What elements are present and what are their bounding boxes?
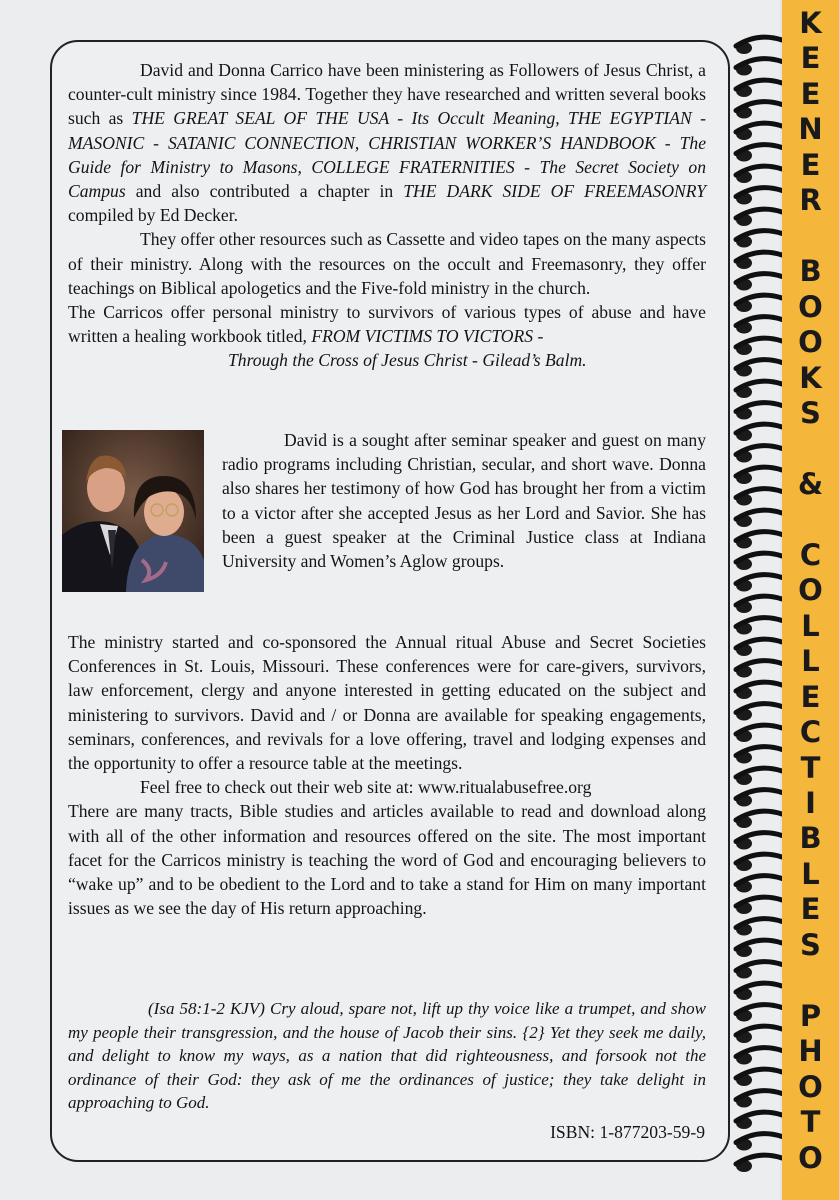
spiral-coil <box>736 80 782 89</box>
spiral-coil <box>736 575 782 584</box>
sidebar-letter: E <box>800 76 821 111</box>
sidebar-letter: O <box>798 1069 823 1104</box>
ministry-section <box>68 630 706 920</box>
spiral-coil <box>736 510 782 519</box>
sidebar-letter: L <box>801 608 820 643</box>
paragraph-workbook: The Carricos offer personal ministry to survivors of various types of abuse and have written a healing workbook titled, FROM VICTIMS TO VICTORS - <box>68 302 706 347</box>
spiral-coil <box>736 338 782 347</box>
paragraph-books: David and Donna Carrico have been ministering as Followers of Jesus Christ, a counter-cult ministry since 1984. Together they have researched and written several books such as THE GREAT SEAL OF THE USA - Its Occult Meaning, THE EGYPTIAN - MASONIC - SATANIC CONNECTION, CHRISTIAN WORKER’S HANDBOOK - The Guide for Ministry to Masons, COLLEGE FRATERNITIES - The Secret Society on Campus and also contributed a chapter in THE DARK SIDE OF FREEMASONRY compiled by Ed Decker. <box>68 60 707 226</box>
spiral-coil <box>736 768 782 777</box>
spiral-coil <box>736 295 782 304</box>
spiral-coil <box>736 446 782 455</box>
spiral-coil <box>736 166 782 175</box>
sidebar-letter: C <box>799 715 822 750</box>
watermark-sidebar <box>782 0 839 1200</box>
spiral-coil <box>736 403 782 412</box>
spiral-coil <box>736 596 782 605</box>
spiral-coil <box>736 747 782 756</box>
author-photo-image <box>62 430 204 592</box>
spiral-coil <box>736 1091 782 1100</box>
spiral-coil <box>736 897 782 906</box>
spiral-coil <box>736 317 782 326</box>
spiral-coil <box>736 854 782 863</box>
sidebar-letter: C <box>799 537 822 572</box>
book-title: THE DARK SIDE OF FREEMASONRY <box>403 181 706 202</box>
spiral-coil <box>736 188 782 197</box>
sidebar-letter: E <box>800 892 821 927</box>
book-title: THE EGYPTIAN - MASONIC - SATANIC CONNECTION, <box>68 108 706 153</box>
spiral-coil <box>736 274 782 283</box>
sidebar-letter: B <box>799 254 822 289</box>
paragraph-resources: They offer other resources such as Cassette and video tapes on the many aspects of their ministry. Along with the resources on the occult and Freemasonry, they offer teachings on Biblical apologetics and the Five-fold ministry in the church. <box>68 229 706 298</box>
spiral-coil <box>736 661 782 670</box>
sidebar-letter: E <box>800 147 821 182</box>
sidebar-letter: O <box>798 325 823 360</box>
sidebar-letter: O <box>798 289 823 324</box>
spiral-coil <box>736 833 782 842</box>
spiral-coil <box>736 489 782 498</box>
sidebar-letter: L <box>801 644 820 679</box>
intro-section <box>68 58 706 373</box>
sidebar-letter: K <box>799 360 822 395</box>
spiral-coil <box>736 725 782 734</box>
spiral-coil <box>736 231 782 240</box>
sidebar-letter: O <box>798 1140 823 1175</box>
spiral-coil <box>736 811 782 820</box>
sidebar-letter: T <box>800 750 821 785</box>
spiral-coil <box>736 639 782 648</box>
spiral-coil <box>736 123 782 132</box>
sidebar-letter: L <box>801 856 820 891</box>
spiral-coil <box>736 360 782 369</box>
sidebar-letter: S <box>800 927 821 962</box>
author-photo <box>62 430 204 592</box>
sidebar-letter: R <box>799 183 822 218</box>
sidebar-letter: I <box>805 786 816 820</box>
spiral-coil <box>736 381 782 390</box>
spiral-coil <box>736 467 782 476</box>
spiral-coil <box>736 962 782 971</box>
spiral-coil <box>736 59 782 68</box>
book-title: CHRISTIAN WORKER’S HANDBOOK - The Guide for Ministry to Masons, <box>68 132 707 177</box>
workbook-subtitle: Through the Cross of Jesus Christ - Gilead’s Balm. <box>228 350 587 371</box>
spiral-coil <box>736 1026 782 1035</box>
scripture-quote: (Isa 58:1-2 KJV) Cry aloud, spare not, lift up thy voice like a trumpet, and show my people their transgression, and the house of Jacob their sins. {2} Yet they seek me daily, and delight to know my ways, as a nation that did righteousness, and forsook not the ordinance of their God: they ask of me the ordinances of justice; they take delight in approaching to God. <box>68 999 706 1113</box>
spiral-coil <box>736 424 782 433</box>
spiral-coil <box>736 145 782 154</box>
spiral-coil <box>736 1005 782 1014</box>
spiral-coil <box>736 1048 782 1057</box>
sidebar-letter: E <box>800 679 821 714</box>
paragraph-conferences: The ministry started and co-sponsored the Annual ritual Abuse and Secret Societies Conferences in St. Louis, Missouri. These conferences were for care-givers, survivors, law enforcement, clergy and anyone interested in getting educated on the subject and ministering to survivors. David and / or Donna are available for speaking engagements, seminars, conferences, and revivals for a love offering, travel and lodging expenses and the opportunity to offer a resource table at the meetings. <box>68 632 706 774</box>
spiral-coil <box>736 102 782 111</box>
spiral-coil <box>736 983 782 992</box>
spiral-coil <box>736 682 782 691</box>
spiral-coil <box>736 553 782 562</box>
spiral-coil <box>736 876 782 885</box>
spiral-coil <box>736 618 782 627</box>
paragraph-website: Feel free to check out their web site at: www.ritualabusefree.org <box>140 777 592 798</box>
book-title: THE GREAT SEAL OF THE USA - Its Occult Meaning, <box>131 108 560 129</box>
book-title: FROM VICTIMS TO VICTORS - <box>311 326 544 347</box>
spiral-coil <box>736 1155 782 1164</box>
spiral-coil <box>736 1112 782 1121</box>
spiral-coil <box>736 252 782 261</box>
spiral-binding <box>728 0 784 1200</box>
spiral-coil <box>736 1134 782 1143</box>
spiral-coil <box>736 37 782 46</box>
paragraph-speaker: David is a sought after seminar speaker and guest on many radio programs including Christian, secular, and short wave. Donna also shares her testimony of how God has brought her from a victim to a victor after she accepted Jesus as her Lord and Savior. She has been a guest speaker at the Criminal Justice class at Indiana University and Women’s Aglow groups. <box>222 430 706 572</box>
sidebar-letter: H <box>798 1034 823 1069</box>
paragraph-resources-site: There are many tracts, Bible studies and articles available to read and download along with all of the other information and resources offered on the site. The most important facet for the Carricos ministry is teaching the word of God and encouraging believers to “wake up” and to be obedient to the Lord and to take a stand for Him on many important issues as we see the day of His return approaching. <box>68 801 706 919</box>
sidebar-letter: P <box>799 998 822 1033</box>
spiral-coil <box>736 1069 782 1078</box>
spiral-coil <box>736 940 782 949</box>
spiral-coil <box>736 704 782 713</box>
sidebar-letter: T <box>800 1105 821 1140</box>
spiral-coil <box>736 919 782 928</box>
sidebar-letter: S <box>800 396 821 430</box>
isbn-number: ISBN: 1-877203-59-9 <box>550 1122 705 1142</box>
sidebar-letter: B <box>799 821 822 856</box>
sidebar-letter: E <box>800 41 821 76</box>
sidebar-letter: & <box>797 466 824 501</box>
sidebar-letter: O <box>798 573 823 608</box>
spiral-coil <box>736 790 782 799</box>
sidebar-letter: K <box>799 6 822 40</box>
spiral-coil <box>736 532 782 541</box>
book-title: COLLEGE FRATERNITIES - The Secret Society on Campus <box>68 156 706 202</box>
spiral-coil <box>736 209 782 218</box>
sidebar-letter: N <box>798 112 823 147</box>
